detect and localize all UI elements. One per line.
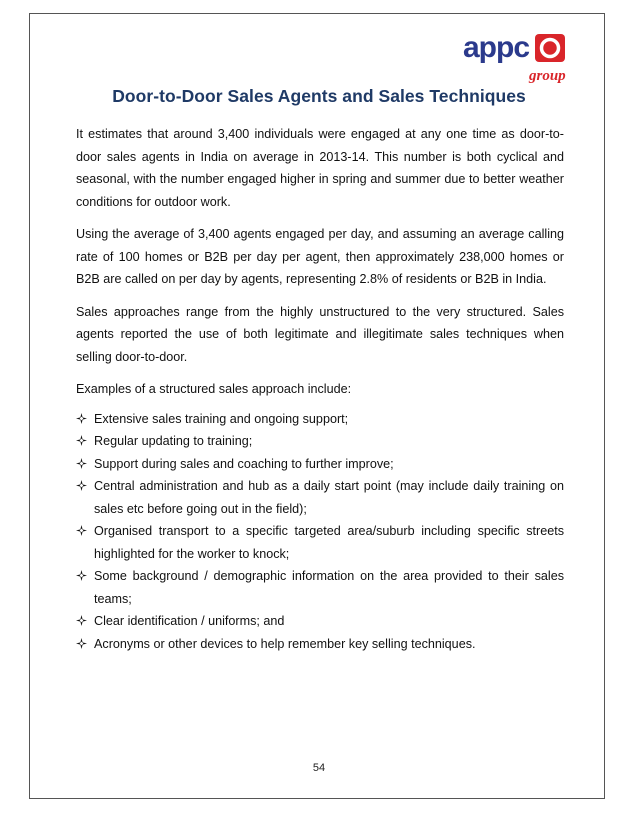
list-item <box>76 408 564 431</box>
list-intro: Examples of a structured sales approach include: <box>76 382 352 396</box>
paragraph: Using the average of 3,400 agents engaged per day, and assuming an average calling rate of 100 homes or B2B per day per agent, then approximately 238,000 homes or B2B are called on per day by agents, representing 2.8% of residents or B2B in India. <box>76 227 564 286</box>
diamond-flower-icon <box>76 435 87 446</box>
list-item <box>76 430 564 453</box>
list-item <box>76 520 564 565</box>
svg-text:appc: appc <box>463 31 530 64</box>
svg-text:group: group <box>529 68 566 84</box>
list-item <box>76 475 564 520</box>
list-item <box>76 453 564 476</box>
paragraph: It estimates that around 3,400 individuals were engaged at any one time as door-to-door sales agents in India on average in 2013-14. This number is both cyclical and seasonal, with the number engaged higher in spring and summer due to better weather conditions for outdoor work. <box>76 127 564 209</box>
list-item-text: Central administration and hub as a daily start point (may include daily training on sales etc before going out in the field); <box>94 479 564 516</box>
body-content <box>76 123 564 655</box>
list-item-text: Regular updating to training; <box>94 434 253 448</box>
list-item-text: Acronyms or other devices to help remember key selling techniques. <box>94 636 476 651</box>
diamond-flower-icon <box>76 615 87 626</box>
list-item <box>76 565 564 610</box>
paragraph: Sales approaches range from the highly unstructured to the very structured. Sales agents reported the use of both legitimate and illegitimate sales techniques when selling door-to-door. <box>76 304 564 364</box>
diamond-flower-icon <box>76 570 87 581</box>
list-item <box>76 633 564 656</box>
list-item-text: Support during sales and coaching to further improve; <box>94 456 394 471</box>
list-item <box>76 610 564 633</box>
page-title: Door-to-Door Sales Agents and Sales Techniques <box>112 86 526 106</box>
diamond-flower-icon <box>76 638 87 649</box>
diamond-flower-icon <box>76 525 87 536</box>
list-item-text: Clear identification / uniforms; and <box>94 614 285 628</box>
diamond-flower-icon <box>76 413 87 424</box>
list-item-text: Some background / demographic information on the area provided to their sales teams; <box>94 569 564 606</box>
diamond-flower-icon <box>76 480 87 491</box>
list-item-text: Extensive sales training and ongoing support; <box>94 411 349 426</box>
page-number: 54 <box>312 762 326 774</box>
diamond-flower-icon <box>76 458 87 469</box>
appco-group-logo <box>463 30 573 85</box>
bullet-list <box>76 408 564 656</box>
list-item-text: Organised transport to a specific targeted area/suburb including specific streets highlighted for the worker to knock; <box>94 524 564 561</box>
